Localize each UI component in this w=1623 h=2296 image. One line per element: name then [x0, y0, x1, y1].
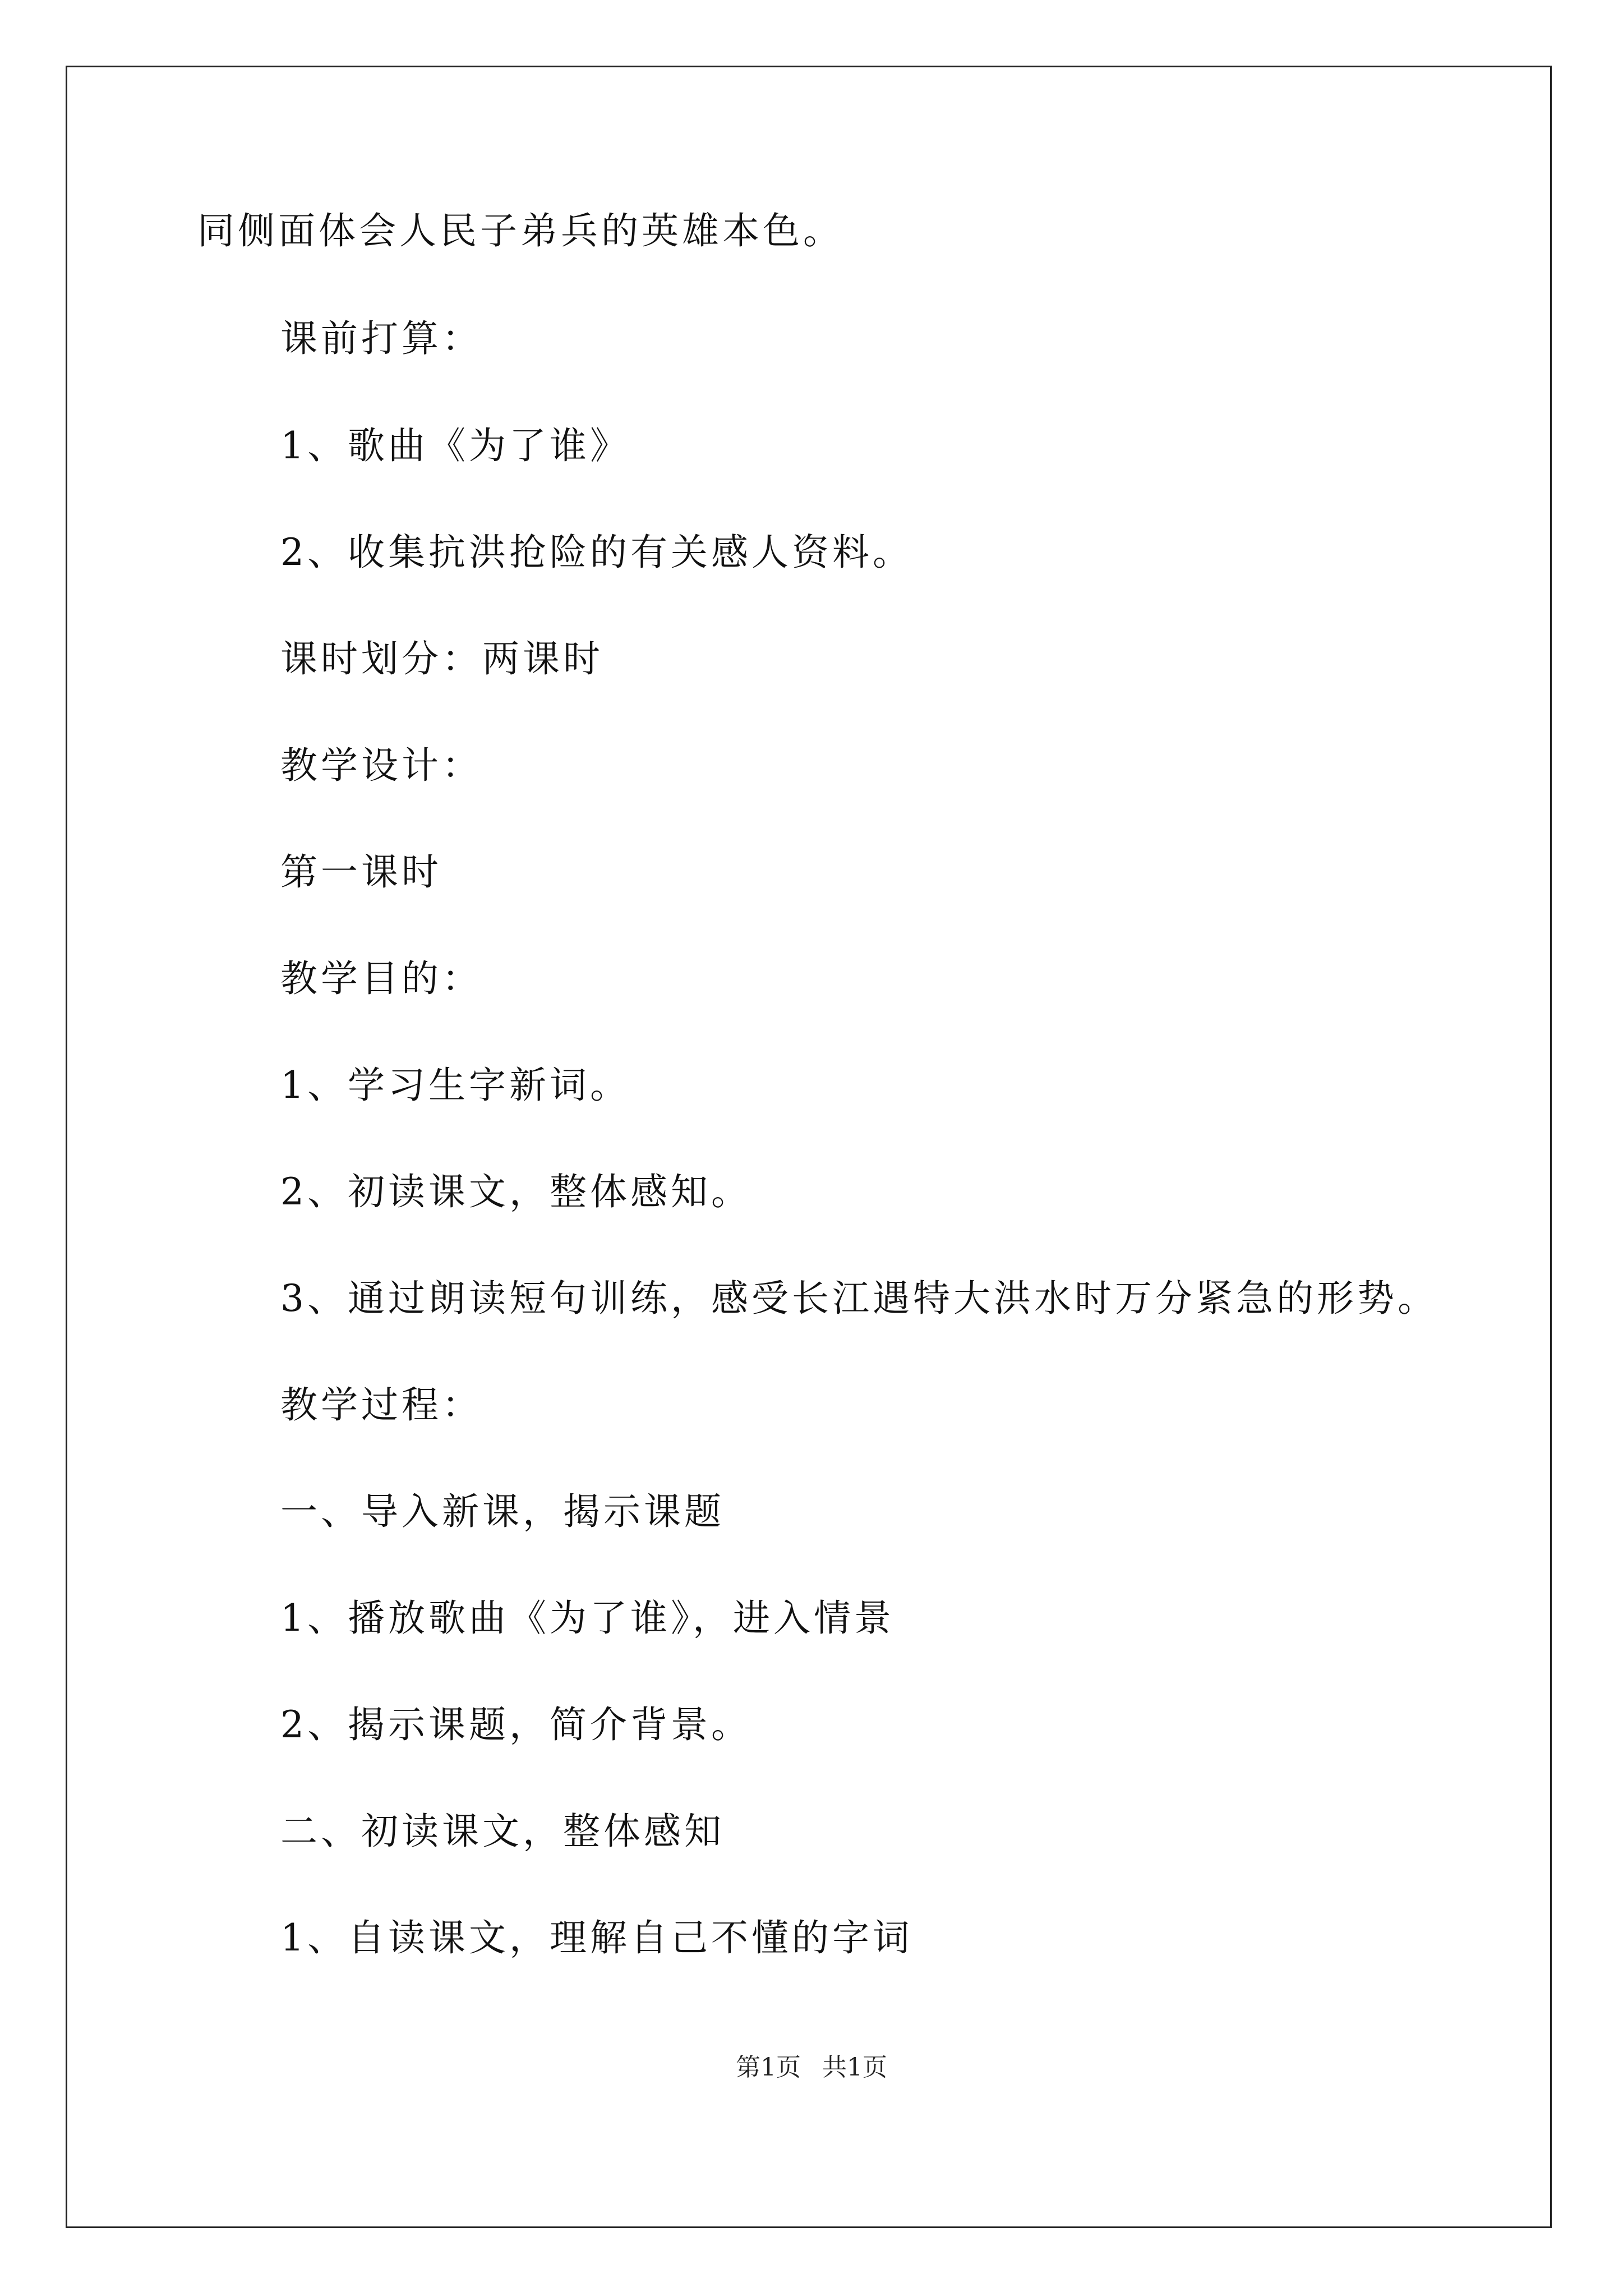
text-line-10: 2、初读课文，整体感知。	[280, 1170, 751, 1213]
text-line-2: 课前打算：	[280, 317, 482, 360]
text-line-11: 3、通过朗读短句训练，感受长江遇特大洪水时万分紧急的形势。	[280, 1277, 1438, 1320]
text-line-1: 同侧面体会人民子弟兵的英雄本色。	[197, 209, 843, 252]
text-line-4: 2、收集抗洪抢险的有关感人资料。	[280, 531, 913, 574]
text-line-13: 一、导入新课，揭示课题	[280, 1490, 725, 1533]
page-footer	[0, 2052, 1623, 2083]
page-border	[66, 66, 1552, 2228]
page-number-total: 共1页	[822, 2053, 887, 2082]
text-line-14: 1、播放歌曲《为了谁》，进入情景	[280, 1596, 895, 1640]
text-line-9: 1、学习生字新词。	[280, 1064, 630, 1107]
text-line-8: 教学目的：	[280, 957, 482, 1000]
text-line-15: 2、揭示课题，简介背景。	[280, 1703, 751, 1746]
text-line-16: 二、初读课文，整体感知	[280, 1810, 725, 1853]
text-line-5: 课时划分：两课时	[280, 637, 603, 680]
text-line-12: 教学过程：	[280, 1383, 482, 1427]
page-number-current: 第1页	[736, 2053, 801, 2082]
text-line-3: 1、歌曲《为了谁》	[280, 424, 630, 467]
text-line-6: 教学设计：	[280, 744, 482, 787]
text-line-7: 第一课时	[280, 850, 442, 894]
text-line-17: 1、自读课文，理解自己不懂的字词	[280, 1916, 913, 1959]
